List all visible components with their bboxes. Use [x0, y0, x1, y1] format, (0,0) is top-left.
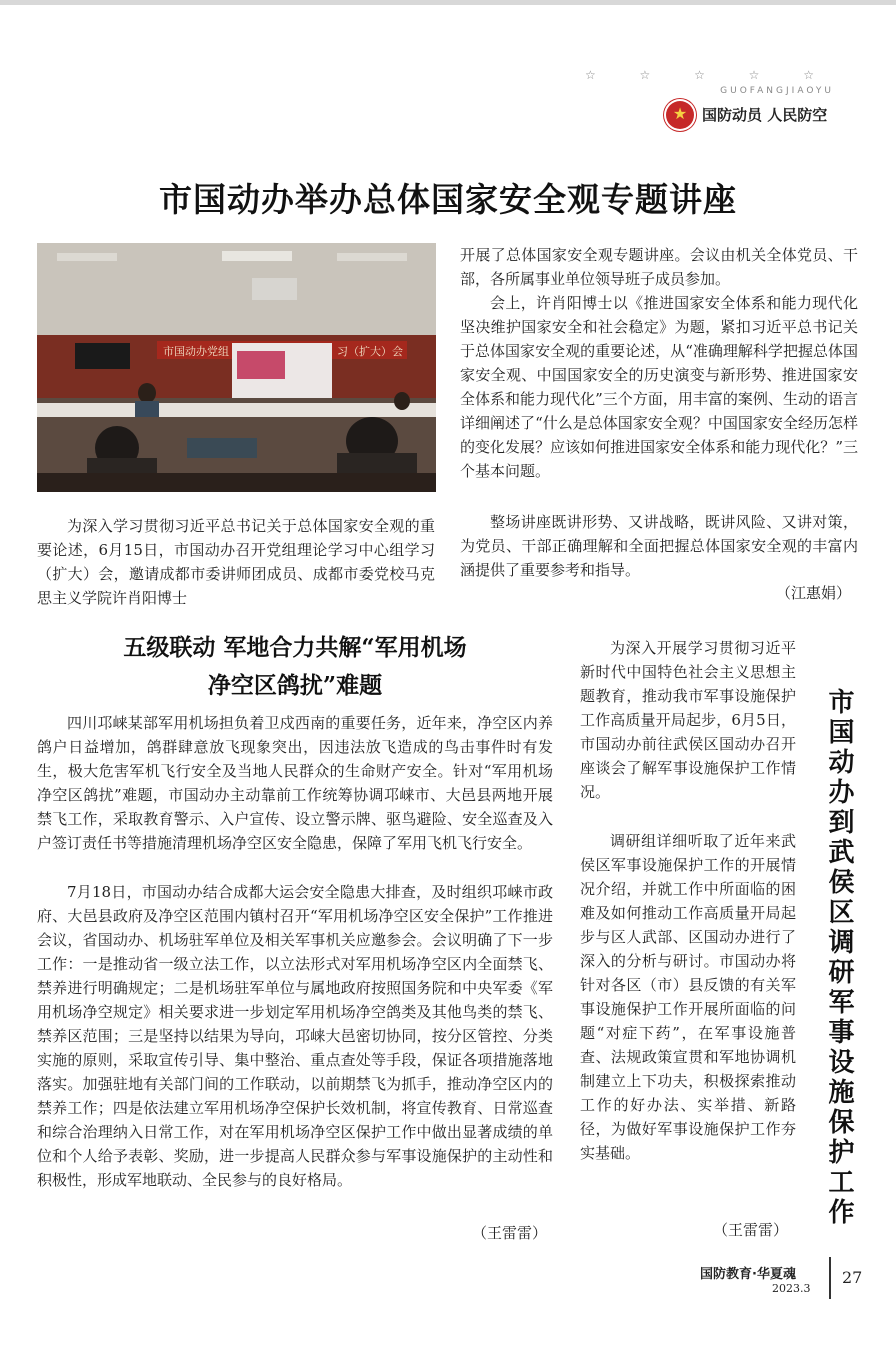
emblem-icon: [666, 101, 694, 129]
footer-divider: [829, 1257, 831, 1299]
section-name: 国防动员 人民防空: [702, 106, 828, 124]
article2-byline: （王雷雷）: [472, 1224, 548, 1242]
article2-title-line1: 五级联动 军地合力共解“军用机场: [123, 634, 467, 661]
footer-issue: 2023.3: [772, 1282, 811, 1295]
article2-title-line2: 净空区鸽扰”难题: [207, 672, 383, 699]
article1-left-paragraph: 为深入学习贯彻习近平总书记关于总体国家安全观的重要论述，6月15日，市国动办召开党组理论学习中心组学习（扩大）会，邀请成都市委讲师团成员、成都市委党校马克思主义学院许肖阳博士: [37, 517, 435, 607]
article3-paragraph-1: 为深入开展学习贯彻习近平新时代中国特色社会主义思想主题教育，推动我市军事设施保护工作高质量开局起步，6月5日，市国动办前往武侯区国动办召开座谈会了解军事设施保护工作情况。: [580, 639, 796, 801]
footer-magazine-name: 国防教育·华夏魂: [700, 1267, 796, 1282]
header-stars: ☆ ☆ ☆ ☆ ☆: [584, 68, 834, 82]
article1-title: 市国动办举办总体国家安全观专题讲座: [159, 180, 737, 219]
article3-vertical-title: 市国动办到武侯区调研军事设施保护工作: [824, 688, 854, 1228]
lecture-photo-illustration: [37, 243, 436, 492]
article2-paragraph-1: 四川邛崃某部军用机场担负着卫戍西南的重要任务，近年来，净空区内养鸽户日益增加，鸽群肆意放飞现象突出，因违法放飞造成的鸟击事件时有发生，极大危害军机飞行安全及当地人民群众的生命财产安全。针对“军用机场净空区鸽扰”难题，市国动办主动靠前工作统筹协调邛崃市、大邑县两地开展禁飞工作，采取教育警示、入户宣传、设立警示牌、驱鸟避险、安全巡查及入户签订责任书等措施清理机场净空区安全隐患，保障了军用飞机飞行安全。: [37, 714, 553, 852]
top-border: [0, 0, 896, 5]
photo-banner-left: 市国动办党组: [163, 345, 229, 358]
article1-right-paragraph-3: 整场讲座既讲形势、又讲战略，既讲风险、又讲对策，为党员、干部正确理解和全面把握总体国家安全观的丰富内涵提供了重要参考和指导。: [460, 513, 858, 579]
lecture-photo: [37, 243, 436, 492]
header-pinyin: GUOFANGJIAOYU: [720, 86, 834, 96]
article1-right-paragraph-1: 开展了总体国家安全观专题讲座。会议由机关全体党员、干部，各所属事业单位领导班子成员参加。: [460, 246, 858, 288]
article3-byline: （王雷雷）: [713, 1221, 789, 1239]
page-number: 27: [842, 1268, 863, 1287]
article2-paragraph-2: 7月18日，市国动办结合成都大运会安全隐患大排查，及时组织邛崃市政府、大邑县政府及净空区范围内镇村召开“军用机场净空区安全保护”工作推进会议，省国动办、机场驻军单位及相关军事机关应邀参会。会议明确了下一步工作：一是推动省一级立法工作，以立法形式对军用机场净空区内全面禁飞、禁养进行明确规定；二是机场驻军单位与属地政府按照国务院和中央军委《军用机场净空规定》相关要求进一步划定军用机场净空鸽类及其他鸟类的禁飞、禁养区范围；三是坚持以结果为导向，邛崃大邑密切协同，按分区管控、分类实施的原则，采取宣传引导、集中整治、重点查处等手段，保证各项措施落地落实。加强驻地有关部门间的工作联动，以前期禁飞为抓手，推动净空区内的禁养工作；四是依法建立军用机场净空保护长效机制，将宣传教育、日常巡查和综合治理纳入日常工作，对在军用机场净空区保护工作中做出显著成绩的单位和个人给予表彰、奖励，进一步提高人民群众参与军事设施保护的主动性和积极性，形成军地联动、全民参与的良好格局。: [37, 883, 553, 1189]
article1-byline: （江惠娟）: [776, 584, 852, 602]
photo-banner-right: 习（扩大）会: [337, 345, 403, 358]
article3-paragraph-2: 调研组详细听取了近年来武侯区军事设施保护工作的开展情况介绍，并就工作中所面临的困难及如何推动工作高质量开局起步与区人武部、区国动办进行了深入的分析与研讨。市国动办将针对各区（市）县反馈的有关军事设施保护工作开展所面临的问题“对症下药”，在军事设施普查、法规政策宣贯和军地协调机制建立上下功夫，积极探索推动工作的好办法、实举措、新路径，为做好军事设施保护工作夯实基础。: [580, 832, 796, 1162]
article1-right-paragraph-2: 会上，许肖阳博士以《推进国家安全体系和能力现代化 坚决维护国家安全和社会稳定》为题，紧扣习近平总书记关于总体国家安全观的重要论述，从“准确理解科学把握总体国家安全观、中国国家安全的历史演变与新形势、推进国家安全体系和能力现代化”三个方面，用丰富的案例、生动的语言详细阐述了“什么是总体国家安全观？中国国家安全经历怎样的变化发展？应该如何推进国家安全体系和能力现代化？”三个基本问题。: [460, 294, 858, 480]
